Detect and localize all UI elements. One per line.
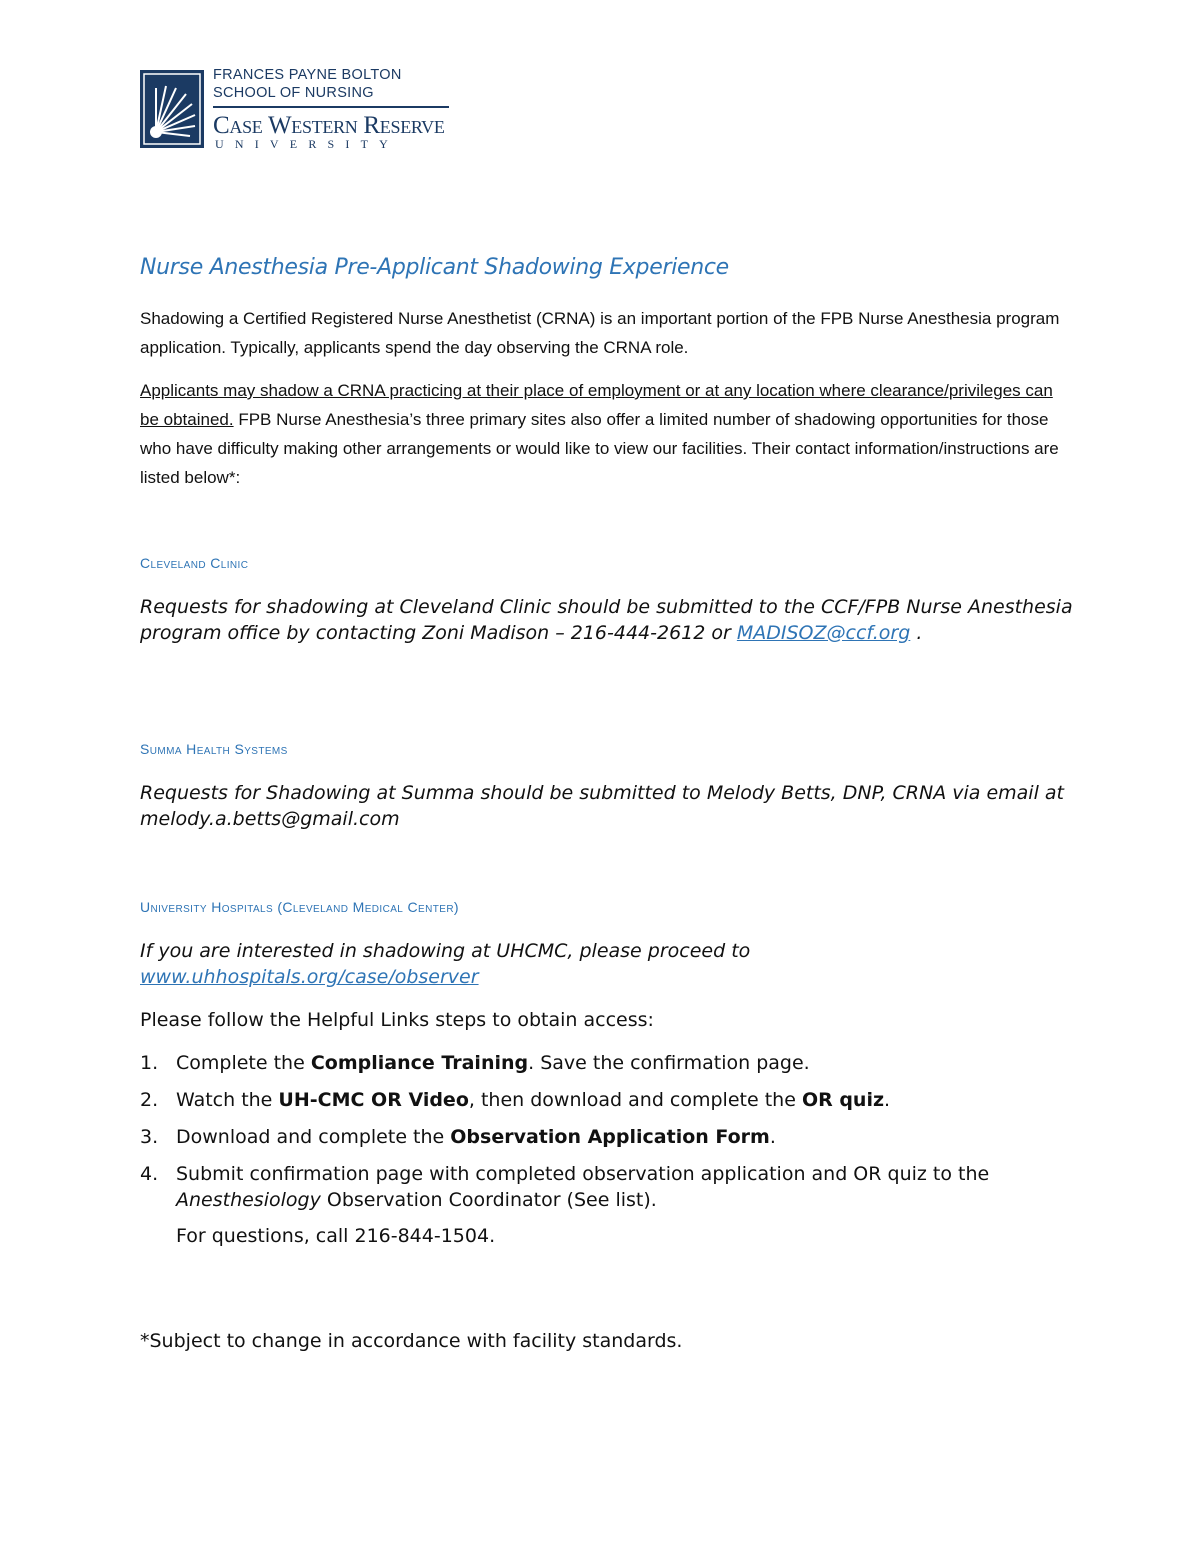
step-number: 3. — [140, 1126, 159, 1148]
underlined-sentence: Applicants may shadow a CRNA practicing at their place of employment or at any location where clearance/privileges can be obtained. — [140, 381, 1053, 429]
logo-line-nursing: SCHOOL OF NURSING — [213, 85, 374, 101]
or-quiz-label: OR quiz — [801, 1089, 885, 1111]
footnote: *Subject to change in accordance with facility standards. — [140, 1330, 683, 1352]
list-item — [140, 1087, 1080, 1113]
logo-line-school-name: FRANCES PAYNE BOLTON — [213, 67, 402, 83]
logo-university-name: Case Western Reserve — [213, 112, 445, 139]
questions-phone-text: For questions, call 216-844-1504. — [176, 1225, 496, 1247]
list-item — [140, 1124, 1080, 1150]
intro-paragraph: Shadowing a Certified Registered Nurse Anesthetist (CRNA) is an important portion of the FPB Nurse Anesthesia program application. Typically, applicants spend the day observing the CRNA role. — [140, 309, 1060, 357]
cleveland-trailing-text: . — [910, 622, 923, 644]
uh-intro-text: If you are interested in shadowing at UHCMC, please proceed to — [140, 940, 751, 962]
step-text: . — [769, 1126, 776, 1148]
list-item — [140, 1161, 1080, 1213]
step-text: , then download and complete the — [468, 1089, 802, 1111]
step-text: Observation Coordinator (See list). — [320, 1189, 657, 1211]
cleveland-request-text: Requests for shadowing at Cleveland Clinic should be submitted to the CCF/FPB Nurse Anesthesia program office by contacting Zoni Madison – 216-444-2612 or — [140, 596, 1073, 644]
step-number: 2. — [140, 1089, 159, 1111]
anesthesiology-label: Anesthesiology — [176, 1189, 321, 1211]
step-text: . Save the confirmation page. — [528, 1052, 810, 1074]
step-text: Complete the — [176, 1052, 311, 1074]
school-logo — [140, 68, 460, 152]
step-number: 4. — [140, 1163, 159, 1185]
section-heading-university-hospitals: University Hospitals (Cleveland Medical Center) — [140, 899, 459, 915]
list-item — [140, 1050, 1080, 1076]
locations-text: FPB Nurse Anesthesia’s three primary sites also offer a limited number of shadowing opportunities for those who have difficulty making other arrangements or would like to view our facilities. Their contact information/instructions are listed below*: — [140, 410, 1059, 487]
sunburst-emblem-icon — [140, 70, 204, 148]
step-number: 1. — [140, 1052, 159, 1074]
summa-paragraph: Requests for Shadowing at Summa should be submitted to Melody Betts, DNP, CRNA via email at melody.a.betts@gmail.com — [140, 782, 1064, 830]
shadowing-locations-paragraph — [140, 376, 1060, 492]
cleveland-email-link[interactable]: MADISOZ@ccf.org — [736, 622, 911, 644]
step-text: Submit confirmation page with completed observation application and OR quiz to the — [176, 1163, 990, 1185]
compliance-training-label: Compliance Training — [310, 1052, 529, 1074]
step-text: Watch the — [176, 1089, 279, 1111]
uh-paragraph — [140, 938, 1080, 990]
helpful-links-instruction: Please follow the Helpful Links steps to obtain access: — [140, 1009, 654, 1031]
or-video-label: UH-CMC OR Video — [278, 1089, 469, 1111]
section-heading-summa: Summa Health Systems — [140, 741, 288, 757]
observation-form-label: Observation Application Form — [450, 1126, 770, 1148]
logo-university-subtitle: UNIVERSITY — [215, 137, 399, 151]
logo-divider — [213, 106, 449, 108]
cleveland-clinic-paragraph — [140, 594, 1080, 646]
steps-list — [140, 1050, 1080, 1224]
uh-observer-link[interactable]: www.uhhospitals.org/case/observer — [140, 966, 479, 988]
step-text: Download and complete the — [176, 1126, 451, 1148]
page-title: Nurse Anesthesia Pre-Applicant Shadowing Experience — [140, 255, 729, 280]
step-text: . — [884, 1089, 891, 1111]
section-heading-cleveland-clinic: Cleveland Clinic — [140, 555, 249, 571]
